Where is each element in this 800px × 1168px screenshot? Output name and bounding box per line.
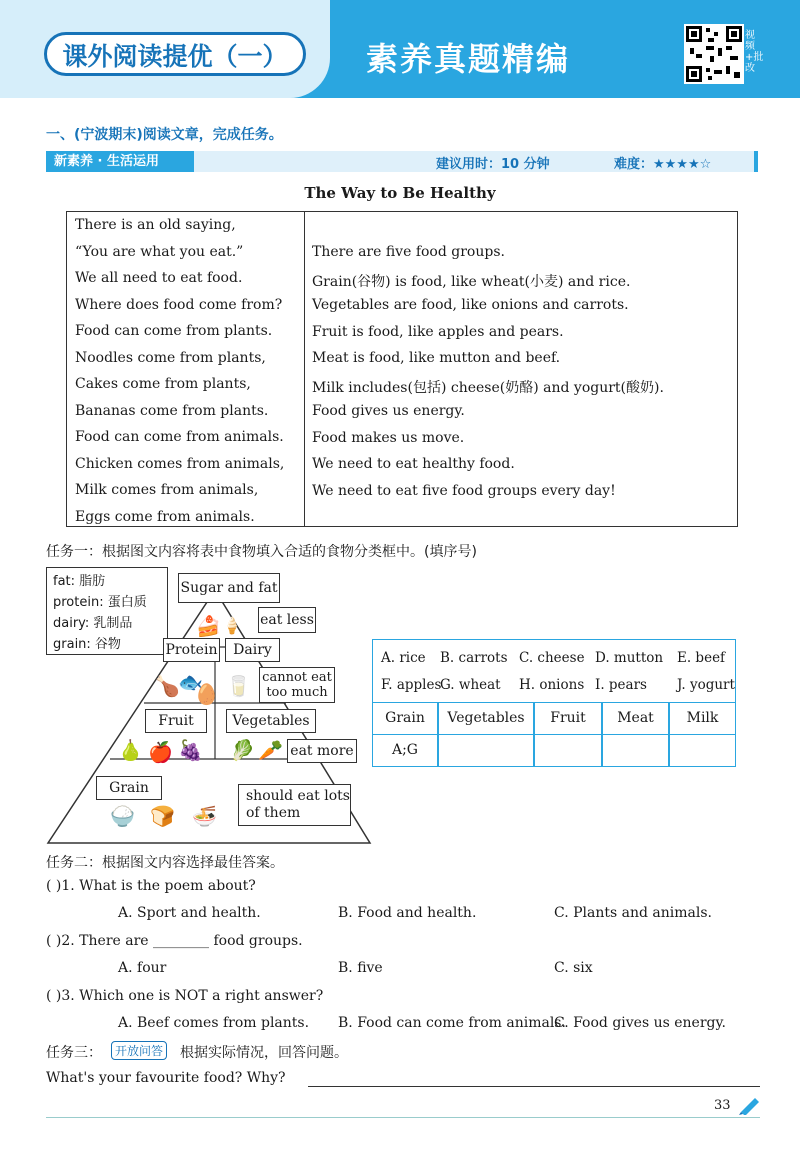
noodles-icon: 🍜	[192, 804, 217, 828]
food-option: H. onions	[519, 677, 585, 693]
open-question-tag: 开放问答	[111, 1041, 167, 1060]
food-option: E. beef	[677, 650, 726, 666]
table-header-cell: Meat	[602, 702, 669, 735]
food-option: D. mutton	[595, 650, 664, 666]
poem-right-line: Vegetables are food, like onions and carrots.	[312, 297, 629, 313]
cabbage-icon: 🥬	[230, 738, 255, 762]
bread-icon: 🍞	[150, 804, 175, 828]
table-answer-cell[interactable]: A;G	[372, 734, 438, 767]
food-option: G. wheat	[440, 677, 501, 693]
table-header-cell: Grain	[372, 702, 438, 735]
table-header-cell: Fruit	[534, 702, 602, 735]
pencil-icon	[738, 1095, 762, 1119]
question-option[interactable]: B. Food and health.	[338, 905, 477, 921]
note-line: of them	[246, 805, 301, 821]
poem-left-line: Where does food come from?	[75, 296, 283, 313]
qr-code-icon[interactable]	[684, 24, 744, 84]
question-stem: ( )2. There are ________ food groups.	[46, 933, 303, 949]
table-answer-cell[interactable]	[438, 734, 534, 767]
food-option: C. cheese	[519, 650, 585, 666]
poem-left-line: “You are what you eat.”	[75, 243, 244, 260]
poem-right-line: Fruit is food, like apples and pears.	[312, 323, 564, 340]
pyramid-vegetables-label: Vegetables	[226, 709, 316, 733]
task3-instruction: 根据实际情况，回答问题。	[180, 1045, 348, 1061]
candy-icon: 🍦	[222, 616, 242, 635]
poem-left-line: Bananas come from plants.	[75, 402, 269, 419]
task3-prefix: 任务三：	[46, 1045, 102, 1061]
sweets-icon: 🍰	[196, 614, 221, 638]
poem-left-line: Chicken comes from animals,	[75, 455, 285, 472]
task3-question: What's your favourite food? Why?	[46, 1070, 286, 1086]
note-line: cannot eat	[262, 670, 332, 685]
header-title: 素养真题精编	[366, 40, 571, 78]
rice-bowl-icon: 🍚	[110, 804, 135, 828]
suggested-time: 建议用时：10 分钟	[436, 157, 550, 172]
answer-line[interactable]	[308, 1086, 760, 1087]
qr-side-label: 视频+批改	[745, 30, 764, 74]
milk-icon: 🥛	[226, 674, 251, 698]
question-option[interactable]: C. six	[554, 960, 593, 976]
table-answer-cell[interactable]	[534, 734, 602, 767]
food-option: A. rice	[381, 650, 426, 666]
egg-icon: 🥚	[194, 682, 219, 706]
note-line: too much	[266, 685, 328, 700]
food-option: I. pears	[595, 677, 647, 693]
task2-instruction: 任务二：根据图文内容选择最佳答案。	[46, 855, 284, 871]
poem-divider	[304, 211, 305, 527]
food-option: F. apples	[381, 677, 442, 693]
question-option[interactable]: B. five	[338, 960, 383, 976]
carrot-icon: 🥕	[258, 738, 283, 762]
pyramid-grain-label: Grain	[96, 776, 162, 800]
poem-right-line: We need to eat healthy food.	[312, 456, 515, 472]
pyramid-fruit-label: Fruit	[145, 709, 207, 733]
task1-instruction: 任务一：根据图文内容将表中食物填入合适的食物分类框中。(填序号)	[46, 544, 477, 560]
glossary-line: grain: 谷物	[53, 637, 121, 652]
poem-left-line: Cakes come from plants,	[75, 376, 251, 392]
poem-left-line: Milk comes from animals,	[75, 482, 259, 498]
poem-left-line: Food can come from plants.	[75, 323, 273, 339]
fish-icon: 🐟	[178, 670, 203, 694]
food-option: B. carrots	[440, 650, 508, 666]
section-heading: 一、(宁波期末)阅读文章，完成任务。	[46, 127, 283, 143]
pyramid-dairy-label: Dairy	[225, 638, 280, 662]
question-option[interactable]: A. Beef comes from plants.	[118, 1015, 310, 1031]
poem-right-line: Food gives us energy.	[312, 403, 465, 419]
poem-right-line: There are five food groups.	[312, 244, 505, 260]
pyramid-eat-lots-note	[238, 784, 351, 826]
poem-right-line: Meat is food, like mutton and beef.	[312, 350, 561, 366]
pyramid-cannot-eat-note	[259, 667, 335, 703]
header-tab-label: 课外阅读提优（一）	[44, 32, 306, 76]
table-answer-cell[interactable]	[669, 734, 736, 767]
poem-right-line: Milk includes(包括) cheese(奶酪) and yogurt(酸奶).	[312, 379, 664, 396]
meat-icon: 🍗	[155, 674, 180, 698]
glossary-line: protein: 蛋白质	[53, 595, 147, 610]
apple-icon: 🍎	[148, 740, 173, 764]
table-answer-cell[interactable]	[602, 734, 669, 767]
footer-line	[46, 1117, 760, 1118]
poem-right-line: We need to eat five food groups every day!	[312, 482, 616, 499]
question-option[interactable]: A. four	[118, 960, 167, 976]
pear-icon: 🍐	[118, 738, 143, 762]
poem-left-line: Food can come from animals.	[75, 429, 284, 445]
question-option[interactable]: A. Sport and health.	[118, 905, 261, 921]
question-stem: ( )1. What is the poem about?	[46, 878, 256, 894]
table-header-cell: Vegetables	[438, 702, 534, 735]
food-option: J. yogurt	[677, 677, 735, 693]
poem-title: The Way to Be Healthy	[304, 184, 496, 202]
question-option[interactable]: C. Plants and animals.	[554, 905, 712, 921]
note-line: should eat lots	[246, 788, 350, 804]
pyramid-sugar-fat-label: Sugar and fat	[178, 573, 280, 603]
difficulty-rating: 难度：★★★★☆	[614, 157, 712, 172]
glossary-line: dairy: 乳制品	[53, 616, 133, 631]
table-header-cell: Milk	[669, 702, 736, 735]
poem-left-line: Noodles come from plants,	[75, 349, 266, 366]
poem-right-line: Grain(谷物) is food, like wheat(小麦) and rice.	[312, 273, 631, 290]
question-option[interactable]: C. Food gives us energy.	[554, 1015, 726, 1031]
glossary-line: fat: 脂肪	[53, 574, 106, 589]
poem-left-line: Eggs come from animals.	[75, 508, 255, 525]
pyramid-eat-more-note: eat more	[287, 739, 357, 763]
grapes-icon: 🍇	[178, 738, 203, 762]
poem-left-line: We all need to eat food.	[75, 270, 243, 286]
page-number: 33	[714, 1098, 731, 1113]
question-option[interactable]: B. Food can come from animals.	[338, 1015, 566, 1031]
poem-left-line: There is an old saying,	[75, 217, 236, 233]
literacy-tag: 新素养 · 生活运用	[46, 151, 194, 172]
pyramid-eat-less-note: eat less	[258, 607, 316, 633]
pyramid-protein-label: Protein	[163, 638, 220, 662]
poem-right-line: Food makes us move.	[312, 429, 465, 446]
question-stem: ( )3. Which one is NOT a right answer?	[46, 988, 324, 1004]
